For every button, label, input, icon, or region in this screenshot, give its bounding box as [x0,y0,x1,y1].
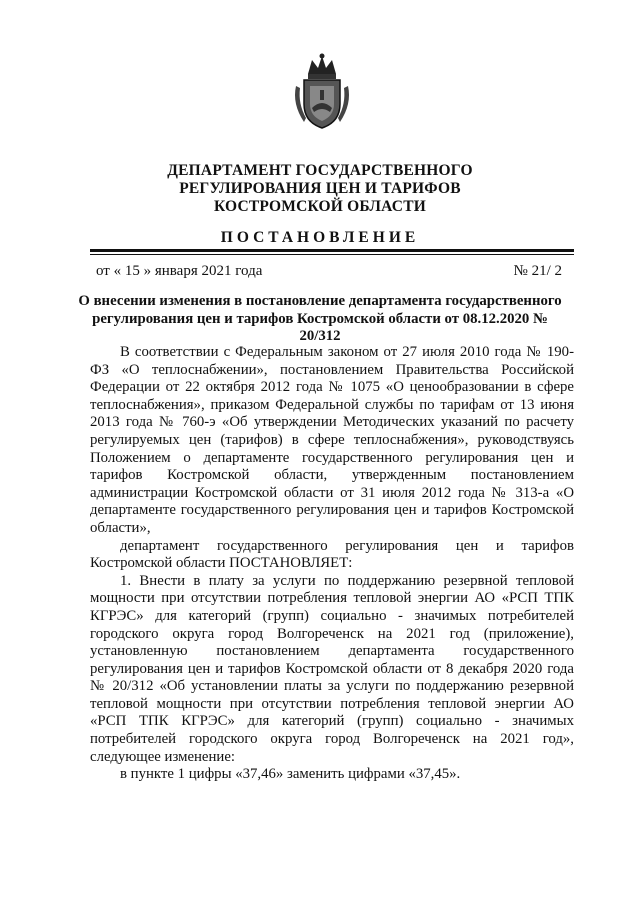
document-title [70,293,570,346]
title-line-1: О внесении изменения в постановление департамента государственного [78,293,562,309]
header-divider-thick [90,249,574,252]
body-paragraph-change: в пункте 1 цифры «37,46» заменить цифрами «37,45». [120,766,461,783]
body-paragraph-item-1: 1. Внести в плату за услуги по поддержанию резервной тепловой мощности при отсутствии потребления тепловой энергии АО «РСП ТПК КГРЭС» для категорий (групп) социально - значимых потребителей городского округа город Волгореченск на 2021 год (приложение), установленную постановлением департамента государственного регулирования цен и тарифов Костромской области от 8 декабря 2020 года № 20/312 «Об установлении платы за услуги по поддержанию резервной тепловой мощности при отсутствии потребления тепловой энергии АО «РСП ТПК КГРЭС» для категорий (групп) социально - значимых потребителей городского округа город Волгореченск на 2021 год», следующее изменение: [90,572,574,765]
document-date: от « 15 » января 2021 года [96,263,263,279]
document-type: ПОСТАНОВЛЕНИЕ [220,229,420,246]
department-line-1: ДЕПАРТАМЕНТ ГОСУДАРСТВЕННОГО [167,162,473,179]
coat-of-arms-emblem-icon [290,52,354,132]
header-divider-thin [90,254,574,255]
department-line-3: КОСТРОМСКОЙ ОБЛАСТИ [213,198,426,215]
document-body [90,344,574,784]
body-paragraph-preamble: В соответствии с Федеральным законом от 27 июля 2010 года № 190-ФЗ «О теплоснабжении», постановлением Правительства Российской Федерации от 22 октября 2012 года № 1075 «О ценообразовании в сфере теплоснабжения», приказом Федеральной службы по тарифам от 13 июня 2013 года № 760-э «Об утверждении Методических указаний по расчету регулируемых цен (тарифов) в сфере теплоснабжения», руководствуясь Положением о департаменте государственного регулирования цен и тарифов Костромской области, утвержденным постановлением администрации Костромской области от 31 июля 2012 года № 313-а «О департаменте государственного регулирования цен и тарифов Костромской области», [90,344,574,536]
title-line-2: регулирования цен и тарифов Костромской области от 08.12.2020 № 20/312 [92,310,548,344]
body-paragraph-resolves: департамент государственного регулирования цен и тарифов Костромской области ПОСТАНОВЛЯЕТ: [90,537,574,572]
department-header [0,162,640,216]
department-line-2: РЕГУЛИРОВАНИЯ ЦЕН И ТАРИФОВ [179,180,461,197]
document-number: № 21/ 2 [513,263,562,279]
